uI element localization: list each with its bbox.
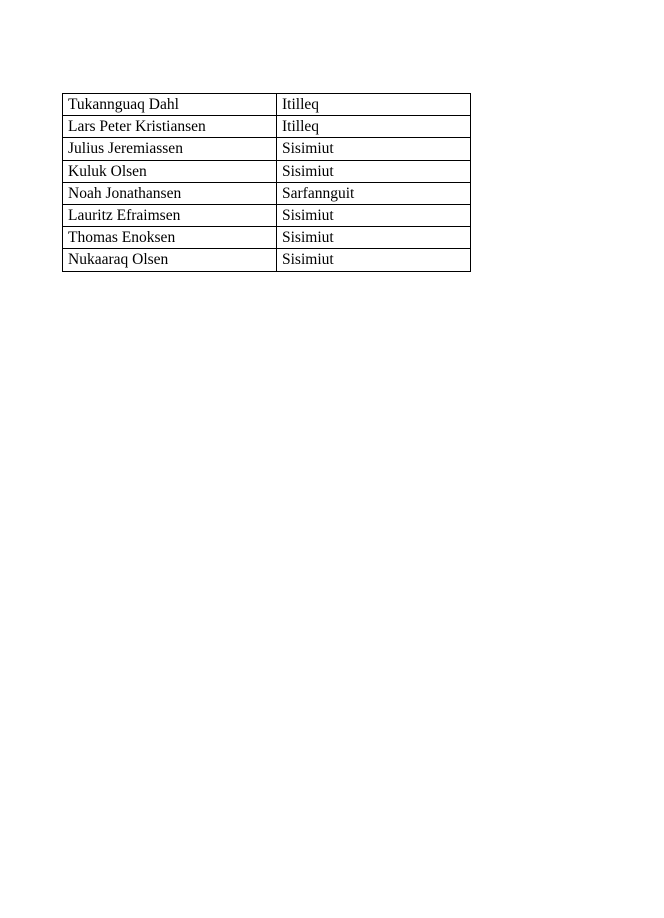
- table-row: [63, 94, 471, 116]
- person-name-cell: Tukannguaq Dahl: [63, 94, 277, 116]
- table-row: [63, 160, 471, 182]
- table-row: [63, 249, 471, 271]
- people-table-body: [63, 94, 471, 272]
- settlement-cell: Sisimiut: [277, 204, 471, 226]
- settlement-cell: Sisimiut: [277, 227, 471, 249]
- people-table: [62, 93, 471, 272]
- person-name-cell: Thomas Enoksen: [63, 227, 277, 249]
- settlement-cell: Sisimiut: [277, 160, 471, 182]
- settlement-cell: Itilleq: [277, 94, 471, 116]
- person-name-cell: Kuluk Olsen: [63, 160, 277, 182]
- table-row: [63, 227, 471, 249]
- person-name-cell: Julius Jeremiassen: [63, 138, 277, 160]
- table-row: [63, 138, 471, 160]
- person-name-cell: Noah Jonathansen: [63, 182, 277, 204]
- table-row: [63, 204, 471, 226]
- table-row: [63, 182, 471, 204]
- person-name-cell: Lars Peter Kristiansen: [63, 116, 277, 138]
- settlement-cell: Sarfannguit: [277, 182, 471, 204]
- table-row: [63, 116, 471, 138]
- person-name-cell: Lauritz Efraimsen: [63, 204, 277, 226]
- settlement-cell: Itilleq: [277, 116, 471, 138]
- person-name-cell: Nukaaraq Olsen: [63, 249, 277, 271]
- settlement-cell: Sisimiut: [277, 249, 471, 271]
- settlement-cell: Sisimiut: [277, 138, 471, 160]
